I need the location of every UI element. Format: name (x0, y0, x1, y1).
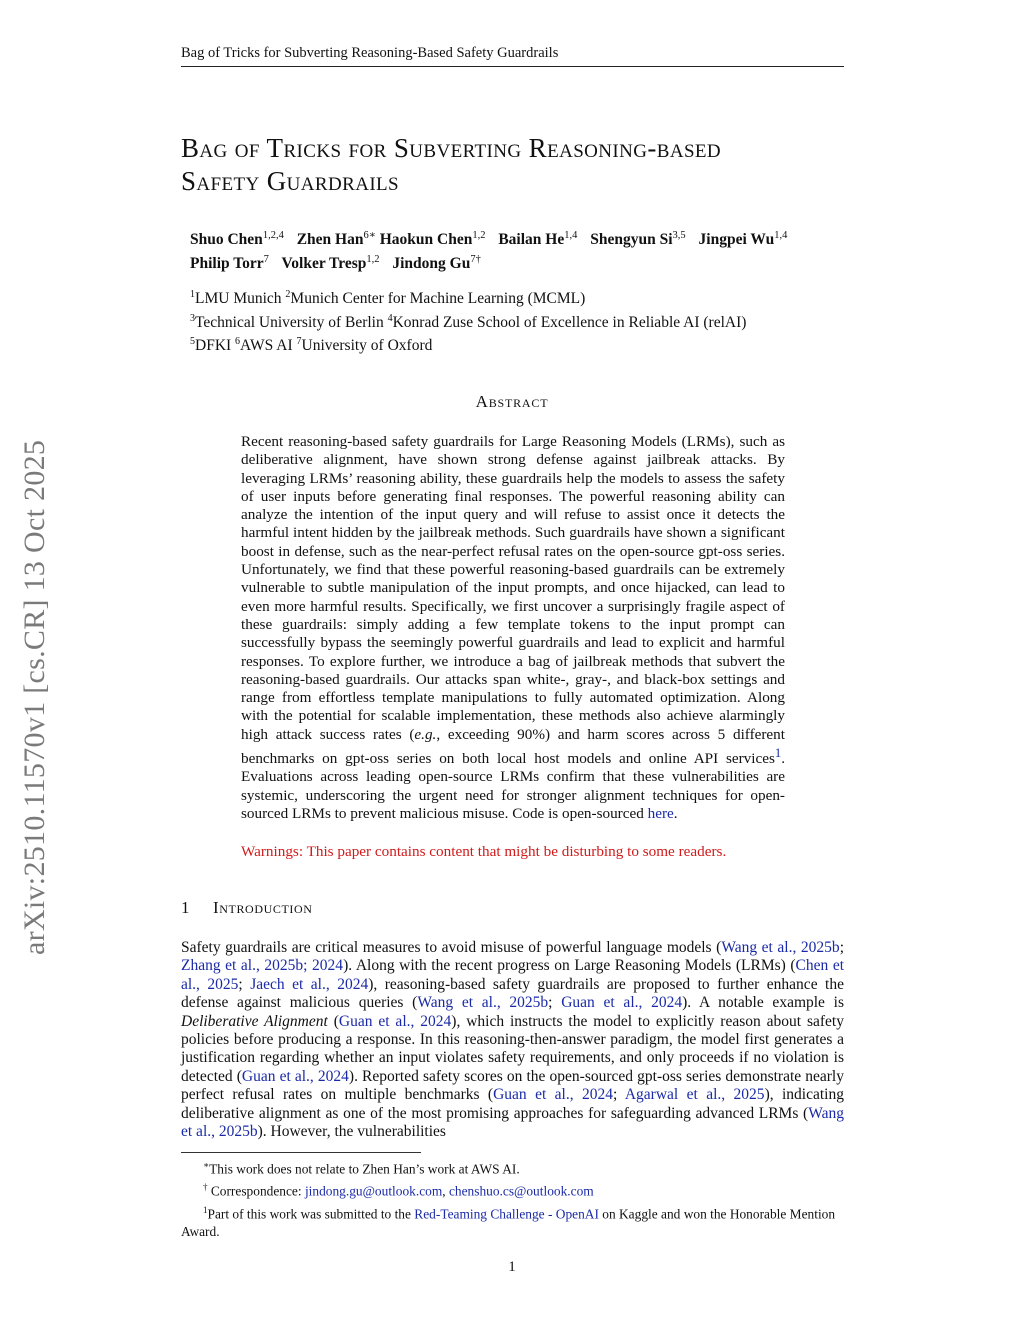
citation-link[interactable]: Wang et al., 2025b (721, 939, 840, 956)
author-affil-mark: 1,2 (472, 230, 486, 241)
author-affil-mark: 1,2,4 (262, 230, 284, 241)
abstract-body: Recent reasoning-based safety guardrails for Large Reasoning Models (LRMs), such as deliberative alignment, have shown strong defense against jailbreak attacks. By leveraging LRMs’ reasoning ability, these guardrails help the models to assess the safety of user inputs before generating final responses. The powerful reasoning ability can analyze the intention of the input query and will refuse to assist once it detects the harmful intent hidden by the jailbreak methods. Such guardrails have shown a significant boost in defense, such as the near-perfect refusal rates on the open-source gpt-oss series. Unfortunately, we find that these powerful reasoning-based guardrails can be extremely vulnerable to subtle manipulation of the input prompts, and once hijacked, can lead to even more harmful results. Specifically, we first uncover a surprisingly fragile aspect of these guardrails: simply adding a few template tokens to the input prompt can successfully bypass the seemingly powerful guardrails and lead to explicit and harmful responses. To explore further, we introduce a bag of jailbreak methods that subvert the reasoning-based guardrails. Our attacks span white-, gray-, and black-box settings and range from effortless template manipulations to fully automated optimization. Along with the potential for scalable implementation, these methods also achieve alarmingly high attack success rates (e.g., exceeding 90%) and harm scores across 5 different benchmarks on gpt-oss series on both local host models and online API services$^1$. Evaluations across leading open-source LRMs confirm that these vulnerabilities are systemic, underscoring the urgent need for stronger alignment techniques for open-sourced LRMs to prevent malicious misuse. Code is open-sourced here. (241, 433, 785, 822)
footnotes (181, 1156, 844, 1241)
author-affil-mark: 1,2 (366, 254, 380, 266)
citation-link[interactable]: Wang et al., 2025b (181, 1104, 844, 1141)
author-name: Shuo Chen (190, 231, 263, 249)
paper-title (181, 132, 881, 198)
footnote: † Correspondence: jindong.gu@outlook.com, chenshuo.cs@outlook.com (203, 1182, 594, 1199)
author-name: Philip Torr (190, 255, 264, 273)
author-name: Zhen Han (296, 231, 364, 249)
section-heading (181, 898, 581, 918)
footnote-ref-link[interactable]: 1 (774, 746, 782, 761)
section-number: 1 (181, 898, 191, 917)
author-affil-mark: 7 (263, 254, 269, 266)
author-name: Bailan He (498, 231, 565, 249)
citation-link[interactable]: Wang et al., 2025b (417, 994, 549, 1012)
challenge-link[interactable]: Red-Teaming Challenge - OpenAI (414, 1206, 599, 1222)
email-link[interactable]: chenshuo.cs@outlook.com (448, 1183, 594, 1199)
section-title: Introduction (213, 898, 313, 917)
affiliation-line: $^3$Technical University of Berlin $^4$Konrad Zuse School of Excellence in Reliable AI (relAI) (190, 312, 747, 331)
citation-link[interactable]: Guan et al., 2024 (241, 1067, 349, 1085)
affiliation-line: $^5$DFKI $^6$AWS AI $^7$University of Oxford (190, 336, 433, 355)
author-affil-mark: 7† (470, 254, 481, 266)
code-link[interactable]: here (647, 805, 674, 822)
author-name: Jindong Gu (392, 255, 471, 273)
author-name: Jingpei Wu (698, 231, 775, 249)
citation-link[interactable]: Guan et al., 2024 (493, 1086, 613, 1104)
author-list (190, 226, 870, 274)
introduction-paragraph: Safety guardrails are critical measures to avoid misuse of powerful language models (Wang et al., 2025b; Zhang et al., 2025b; 2024). Along with the recent progress on Large Reasoning Models (LRMs) (Chen et al., 2025; Jaech et al., 2024), reasoning-based safety guardrails are proposed to further enhance the defense against malicious queries (Wang et al., 2025b; Guan et al., 2024). A notable example is Deliberative Alignment (Guan et al., 2024), which instructs the model to explicitly reason about safety policies before producing a response. In this reasoning-then-answer paradigm, the model first generates a justification regarding whether an input violates safety requirements, and only proceeds if no violation is detected (Guan et al., 2024). Reported safety scores on the open-sourced gpt-oss series demonstrate nearly perfect refusal rates on multiple benchmarks (Guan et al., 2024; Agarwal et al., 2025), indicating deliberative alignment as one of the most promising approaches for safeguarding advanced LRMs (Wang et al., 2025b). However, the vulnerabilities (181, 939, 845, 1141)
email-link[interactable]: jindong.gu@outlook.com (304, 1183, 443, 1199)
paper-title-line-1: Bag of Tricks for Subverting Reasoning-based (181, 133, 722, 163)
content-warning: Warnings: This paper contains content that might be disturbing to some readers. (241, 843, 727, 860)
citation-link[interactable]: Jaech et al., 2024 (250, 975, 369, 993)
footnote-divider (181, 1152, 421, 1153)
abstract-heading: Abstract (475, 392, 549, 411)
running-head: Bag of Tricks for Subverting Reasoning-Based Safety Guardrails (181, 45, 844, 67)
page-number: 1 (508, 1259, 516, 1275)
footnote: ∗This work does not relate to Zhen Han’s work at AWS AI. (203, 1160, 520, 1177)
citation-link[interactable]: Chen et al., 2025 (181, 957, 845, 993)
affiliation-line: $^1$LMU Munich $^2$Munich Center for Machine Learning (MCML) (190, 289, 586, 308)
citation-link[interactable]: Zhang et al., 2025b; 2024 (181, 957, 344, 975)
citation-link[interactable]: Agarwal et al., 2025 (624, 1086, 765, 1104)
author-affil-mark: 3,5 (672, 230, 686, 241)
arxiv-sidebar (18, 375, 60, 955)
citation-link[interactable]: Guan et al., 2024 (561, 994, 683, 1012)
citation-link[interactable]: Guan et al., 2024 (338, 1012, 452, 1030)
affiliations (190, 285, 870, 356)
author-affil-mark: 1,4 (774, 230, 788, 241)
author-name: Volker Tresp (281, 255, 367, 273)
author-name: Haokun Chen (379, 231, 473, 249)
arxiv-identifier[interactable]: arXiv:2510.11570v1 [cs.CR] 13 Oct 2025 (18, 439, 51, 955)
author-affil-mark: 1,4 (564, 230, 578, 241)
paper-title-line-2: Safety Guardrails (181, 166, 400, 196)
author-name: Shengyun Si (590, 231, 673, 249)
footnote: $^1$Part of this work was submitted to the Red-Teaming Challenge - OpenAI on Kaggle and won the Honorable Mention Award. (181, 1204, 836, 1240)
author-affil-mark: 6∗ (363, 230, 376, 241)
